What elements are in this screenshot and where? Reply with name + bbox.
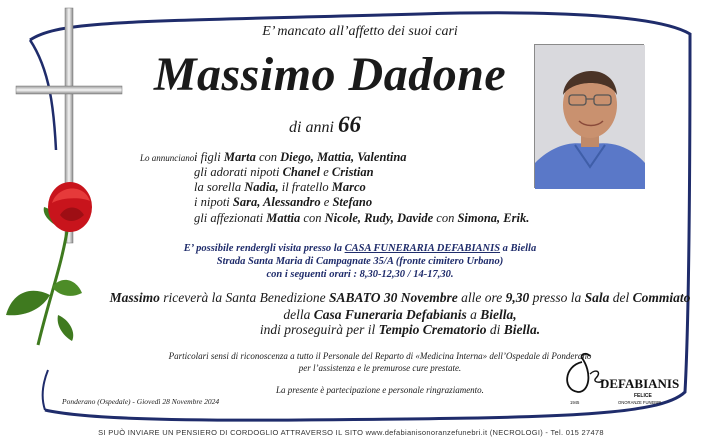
ceremony-highlight: SABATO 30 Novembre bbox=[328, 290, 458, 305]
intro-text: E’ mancato all’affetto dei suoi cari bbox=[262, 24, 458, 39]
defabianis-logo bbox=[560, 350, 680, 408]
family-relation: con bbox=[255, 150, 281, 164]
family-name: Nicole, Rudy, Davide bbox=[324, 211, 434, 225]
family-name: Marta bbox=[223, 150, 256, 164]
announcement-label: Lo annunciano: bbox=[140, 153, 198, 163]
ceremony-highlight: Biella, bbox=[480, 307, 517, 322]
family-relation: gli affezionati bbox=[194, 211, 267, 225]
ceremony-highlight: Casa Funeraria Defabianis bbox=[313, 307, 467, 322]
visit-line-1 bbox=[150, 242, 570, 255]
family-line bbox=[194, 180, 366, 195]
ceremony-highlight: 9,30 bbox=[505, 290, 530, 305]
ceremony-line bbox=[100, 322, 700, 338]
logo-sub2: ONORANZE FUNEBRI bbox=[618, 400, 662, 405]
family-name: Chanel bbox=[282, 165, 321, 179]
thanks-line-2: per l’assistenza e le premurose cure prestate. bbox=[298, 363, 462, 373]
ceremony-text: presso la bbox=[529, 290, 585, 305]
family-relation: con bbox=[300, 211, 325, 225]
visit-line-2: Strada Santa Maria di Campagnate 35/A (fronte cimitero Urbano) bbox=[216, 256, 504, 267]
ceremony-highlight: Sala bbox=[584, 290, 610, 305]
portrait-photo bbox=[534, 44, 644, 188]
ceremony-line bbox=[100, 307, 700, 323]
age-line bbox=[250, 112, 400, 138]
place-date: Ponderano (Ospedale) - Giovedì 28 Novembre 2024 bbox=[62, 397, 220, 406]
family-relation: gli adorati nipoti bbox=[194, 165, 283, 179]
age-prefix: di anni bbox=[289, 119, 334, 136]
family-relation: la sorella bbox=[194, 180, 245, 194]
family-relation: e bbox=[320, 195, 333, 209]
age-value: 66 bbox=[337, 112, 361, 137]
family-name: Mattia bbox=[266, 211, 301, 225]
family-relation: e bbox=[320, 165, 332, 179]
family-name: Diego, Mattia, Valentina bbox=[280, 150, 407, 164]
family-line bbox=[194, 165, 374, 180]
ceremony-highlight: Tempio Crematorio bbox=[378, 322, 487, 337]
family-line bbox=[194, 211, 529, 226]
ceremony-text: a bbox=[466, 307, 481, 322]
family-relation: il fratello bbox=[278, 180, 332, 194]
logo-year: 1945 bbox=[570, 400, 580, 405]
ceremony-text: della bbox=[283, 307, 314, 322]
family-relation: i figli bbox=[194, 150, 224, 164]
family-relation: i nipoti bbox=[194, 195, 233, 209]
ceremony-text: alle ore bbox=[457, 290, 506, 305]
ceremony-text: di bbox=[486, 322, 504, 337]
ceremony-text: riceverà la Santa Benedizione bbox=[159, 290, 329, 305]
ceremony-text: indi proseguirà per il bbox=[259, 322, 379, 337]
funeral-home-link: CASA FUNERARIA DEFABIANIS bbox=[344, 243, 501, 254]
footer-note: SI PUÒ INVIARE UN PENSIERO DI CORDOGLIO ATTRAVERSO IL SITO www.defabianisonoranzefunebri.it (NECROLOGI) - Tel. 015 27478 bbox=[98, 428, 604, 437]
ceremony-highlight: Biella. bbox=[503, 322, 541, 337]
family-line bbox=[194, 195, 372, 210]
deceased-name: Massimo Dadone bbox=[153, 48, 507, 101]
ceremony-highlight: Massimo bbox=[109, 290, 160, 305]
logo-sub1: FELICE bbox=[634, 393, 652, 399]
visit-line-3: con i seguenti orari : 8,30-12,30 / 14-17,30. bbox=[266, 269, 454, 280]
rose-icon bbox=[0, 175, 110, 365]
family-name: Stefano bbox=[332, 195, 373, 209]
family-relation: con bbox=[433, 211, 458, 225]
participation-text: La presente è partecipazione e personale ringraziamento. bbox=[276, 385, 484, 395]
ceremony-highlight: Commiato bbox=[632, 290, 691, 305]
family-line bbox=[194, 150, 407, 165]
family-name: Sara, Alessandro bbox=[232, 195, 321, 209]
visit-text-a: E’ possibile rendergli visita presso la bbox=[183, 243, 345, 254]
ceremony-line bbox=[100, 290, 700, 306]
family-name: Marco bbox=[331, 180, 366, 194]
portrait-image bbox=[535, 45, 645, 189]
family-name: Nadia, bbox=[244, 180, 279, 194]
family-name: Cristian bbox=[331, 165, 374, 179]
family-name: Simona, Erik. bbox=[457, 211, 530, 225]
ceremony-text: del bbox=[609, 290, 633, 305]
visit-text-b: a Biella bbox=[500, 243, 537, 254]
logo-brand: DEFABIANIS bbox=[600, 376, 680, 391]
thanks-line-1: Particolari sensi di riconoscenza a tutto il Personale del Reparto di «Medicina Interna» dell’Ospedale di Ponderano bbox=[168, 351, 592, 361]
